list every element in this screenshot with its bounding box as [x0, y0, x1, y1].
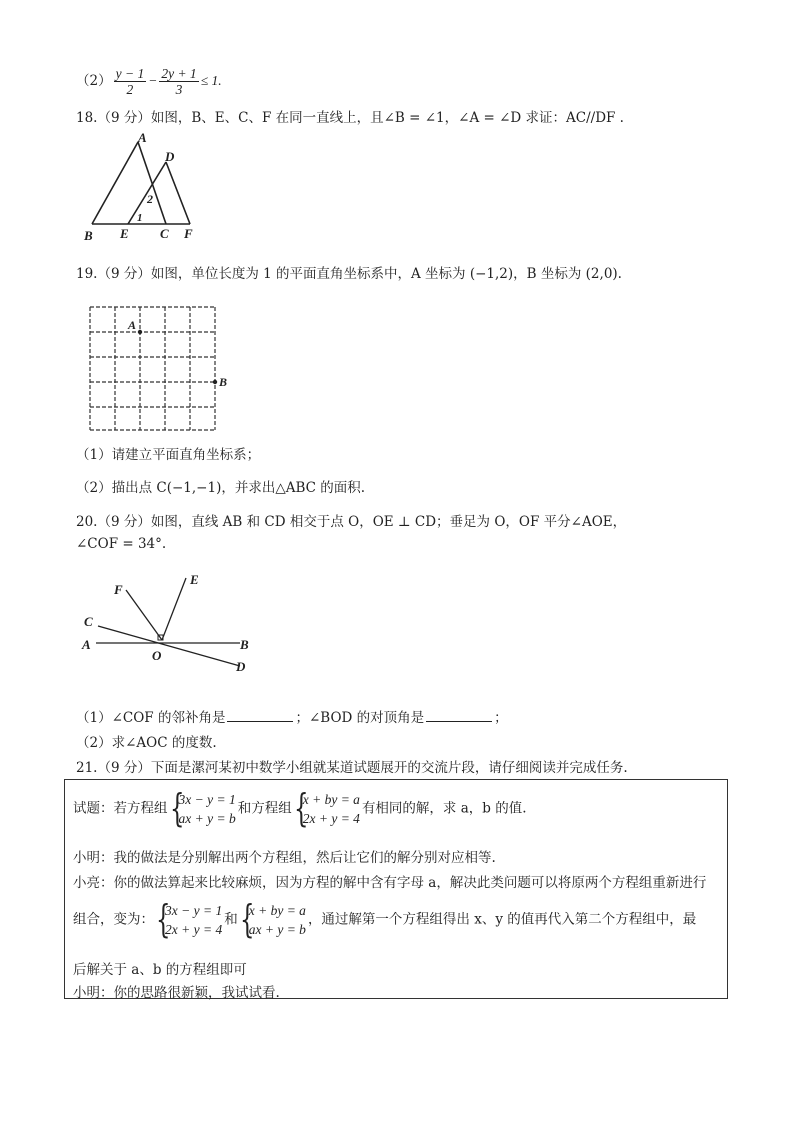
q18-triangle-figure [80, 130, 210, 245]
q20-lines-figure [80, 570, 260, 676]
fig20-label-D: D [236, 659, 246, 674]
q20-sub1-a: （1）∠COF 的邻补角是 [76, 710, 226, 726]
q21-dialogue-box [64, 779, 728, 999]
fraction-1: $\frac{y - 1}{2}$ [115, 66, 145, 97]
q20-sub1 [76, 706, 508, 726]
q20-sub2: （2）求∠AOC 的度数. [76, 735, 217, 751]
box-line-4 [73, 897, 697, 941]
minus-sign: − [148, 73, 158, 88]
equation-system-4: { x + by = a ax + y = b [239, 897, 306, 941]
fig20-label-F: F [114, 582, 123, 597]
box-line4-b: 和 [224, 911, 238, 928]
box-line-1 [73, 786, 527, 830]
fig19-label-B: B [219, 375, 228, 389]
inequality-tail: ≤ 1. [200, 73, 222, 88]
fig18-label-A: A [138, 130, 147, 145]
equation-system-3: { 3x − y = 1 2x + y = 4 [156, 897, 223, 941]
box-line1-c: 有相同的解，求 a，b 的值. [361, 800, 527, 817]
fig18-label-E: E [120, 226, 129, 241]
fig20-label-O: O [152, 648, 162, 663]
box-line4-a: 组合，变为： [73, 911, 154, 928]
box-line-2: 小明：我的做法是分别解出两个方程组，然后让它们的解分别对应相等. [73, 850, 496, 866]
q17-part2-label: （2） [76, 73, 112, 89]
point-B [213, 380, 217, 384]
fig19-label-A: A [128, 318, 137, 332]
fig20-label-A: A [82, 637, 91, 652]
answer-blank-1[interactable] [227, 709, 293, 722]
point-A [138, 330, 142, 334]
fig18-label-B: B [84, 228, 93, 243]
fig18-label-C: C [160, 226, 169, 241]
q19-grid-figure [86, 302, 236, 432]
fig18-label-F: F [184, 226, 193, 241]
q19-sub2: （2）描出点 C(−1,−1)，并求出△ABC 的面积. [76, 480, 366, 496]
q18-text: 18.（9 分）如图，B、E、C、F 在同一直线上，且∠B = ∠1，∠A = ∠D 求证：AC//DF . [76, 110, 624, 126]
box-line-6: 小明：你的思路很新颖，我试试看. [73, 985, 280, 1001]
box-line1-b: 和方程组 [237, 800, 292, 817]
fig20-label-C: C [84, 614, 93, 629]
fig18-label-2: 2 [147, 192, 153, 206]
equation-system-2: { x + by = a 2x + y = 4 [293, 786, 360, 830]
fig20-label-B: B [240, 637, 249, 652]
q20-text-2: ∠COF = 34°. [76, 536, 167, 552]
q19-sub1: （1）请建立平面直角坐标系； [76, 447, 261, 463]
q20-sub1-c: ； [494, 710, 508, 726]
box-line4-c: ，通过解第一个方程组得出 x、y 的值再代入第二个方程组中，最 [307, 911, 697, 928]
equation-system-1: { 3x − y = 1 ax + y = b [169, 786, 236, 830]
fig18-label-1: 1 [137, 212, 143, 224]
box-line-5: 后解关于 a、b 的方程组即可 [73, 962, 247, 978]
fig20-label-E: E [190, 572, 199, 587]
q20-sub1-b: ；∠BOD 的对顶角是 [295, 710, 425, 726]
box-line1-a: 试题：若方程组 [73, 800, 168, 817]
fig18-label-D: D [165, 149, 175, 164]
q21-text: 21.（9 分）下面是漯河某初中数学小组就某道试题展开的交流片段，请仔细阅读并完成任务. [76, 760, 628, 776]
q19-text: 19.（9 分）如图，单位长度为 1 的平面直角坐标系中，A 坐标为 (−1,2)，B 坐标为 (2,0). [76, 266, 622, 282]
box-line-3: 小亮：你的做法算起来比较麻烦，因为方程的解中含有字母 a，解决此类问题可以将原两个方程组重新进行 [73, 875, 707, 891]
answer-blank-2[interactable] [426, 709, 492, 722]
fraction-2: $\frac{2y + 1}{3}$ [161, 66, 197, 97]
q17-part2 [76, 66, 222, 97]
q20-text: 20.（9 分）如图，直线 AB 和 CD 相交于点 O，OE ⊥ CD；垂足为 O，OF 平分∠AOE， [76, 514, 627, 530]
